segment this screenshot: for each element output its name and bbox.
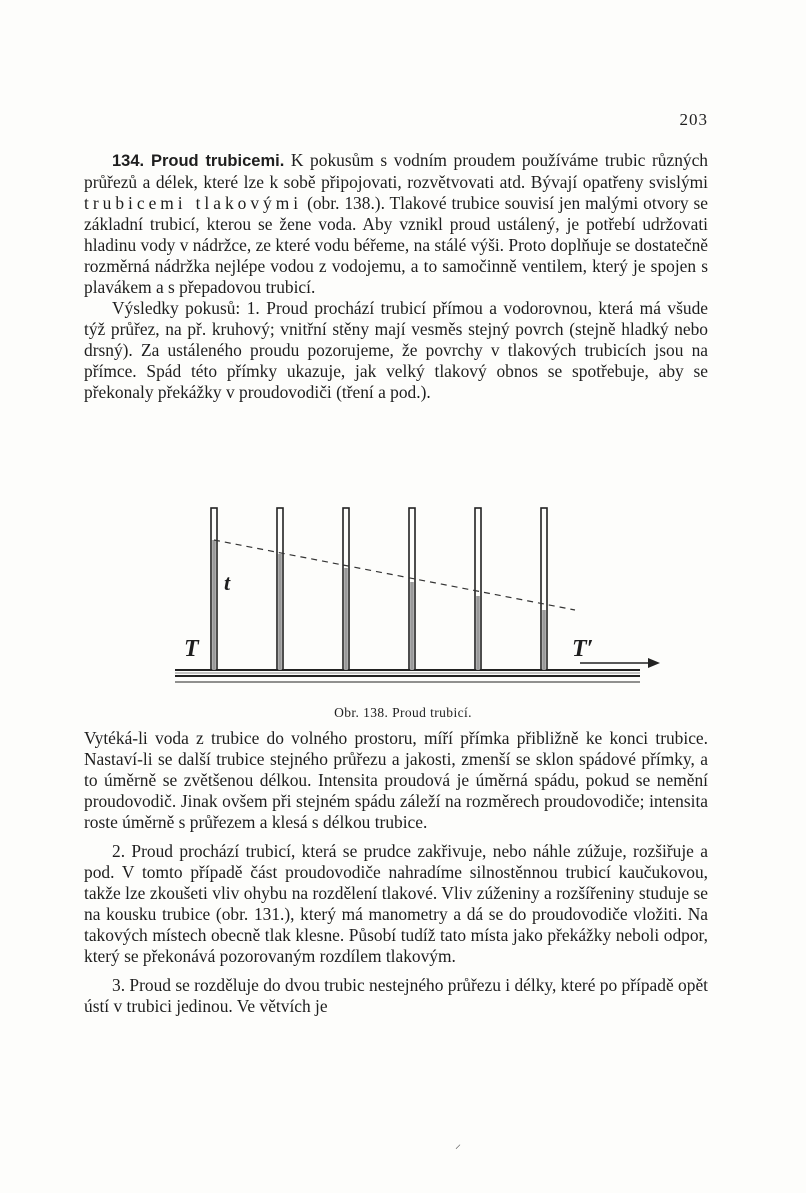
pressure-slope-line (214, 540, 575, 610)
figure-138 (170, 500, 640, 730)
spaced-term: trubicemi tlakovými (84, 193, 303, 213)
label-T-left: T (184, 636, 199, 662)
label-T-right: T′ (572, 636, 594, 662)
water-column-2 (278, 554, 282, 670)
page-number: 203 (679, 110, 708, 129)
paragraph-results: Výsledky pokusů: 1. Proud prochází trubicí přímou a vodorovnou, která má všude týž průřez, na př. kruhový; vnitřní stěny mají vesměs stejný povrch (stejně hladký nebo drsný). Za ustáleného proudu pozorujeme, že povrchy v tlakových trubicích jsou na přímce. Spád této přímky ukazuje, jak velký tlakový obnos se spotřebuje, aby se překonaly překážky v proudovodiči (tření a pod.). (84, 298, 708, 402)
water-column-5 (476, 596, 480, 670)
label-t: t (224, 570, 231, 595)
water-column-3 (344, 568, 348, 670)
paragraph-3: 3. Proud se rozděluje do dvou trubic nestejného průřezu i délky, které po případě opět ústí v trubici jedinou. Ve větvích je (84, 975, 708, 1016)
section-title: 134. Proud trubicemi. (112, 152, 285, 170)
paragraph-2: 2. Proud prochází trubicí, která se prudce zakřivuje, nebo náhle zúžuje, rozšiřuje a pod. V tomto případě část proudovodiče nahradíme silnostěnnou trubicí kaučukovou, takže lze zkoušeti vliv ohybu na rozdělení tlakové. Vliv zúženiny a rozšířeniny studuje se na kousku trubice (obr. 131.), který má manometry a dá se do proudovodiče vložiti. Na takových místech obecně tlak klesne. Působí tudíž tato místa jako překážky neboli odpor, který se překonává pozorovaným rozdílem tlakovým. (84, 841, 708, 966)
pressure-tubes (211, 508, 547, 670)
paragraph-134-part-a: K pokusům s vodním proudem používáme trubic různých průřezů a délek, které lze k sobě připojovati, rozvětvovati atd. Bývají opatřeny svislými (84, 150, 708, 192)
arrow-head (648, 658, 660, 668)
text-block-top (84, 150, 708, 403)
tube-diagram (170, 500, 640, 700)
paragraph-134-part-b: (obr. 138.). Tlakové trubice souvisí jen malými otvory se základní trubicí, kterou se žene voda. Aby vznikl proud ustálený, je potřebí udržovati hladinu vody v nádržce, ze které vodu béřeme, na stálé výši. Proto doplňuje se dostatečně rozměrná nádržka nejlépe vodou z vodojemu, a to samočinně ventilem, který je spojen s plavákem a s přepadovou trubicí. (84, 193, 709, 297)
water-column-1 (212, 540, 216, 670)
figure-caption: Obr. 138. Proud trubicí. (334, 705, 472, 720)
water-column-6 (542, 610, 546, 670)
water-column-4 (410, 582, 414, 670)
text-block-bottom (84, 728, 708, 1017)
footer-mark: ⸝ (455, 1137, 462, 1151)
flow-arrow (580, 656, 660, 670)
paragraph-outflow: Vytéká-li voda z trubice do volného prostoru, míří přímka přibližně ke konci trubice. Nastaví-li se další trubice stejného průřezu a jakosti, zmenší se sklon spádové přímky, a to úměrně se zvětšenou délkou. Intensita proudová je úměrná spádu, pokud se nemění proudovodič. Jinak ovšem při stejném spádu záleží na rozměrech proudovodiče; intensita roste úměrně s průřezem a klesá s délkou trubice. (84, 728, 708, 832)
paragraph-134 (84, 150, 708, 298)
